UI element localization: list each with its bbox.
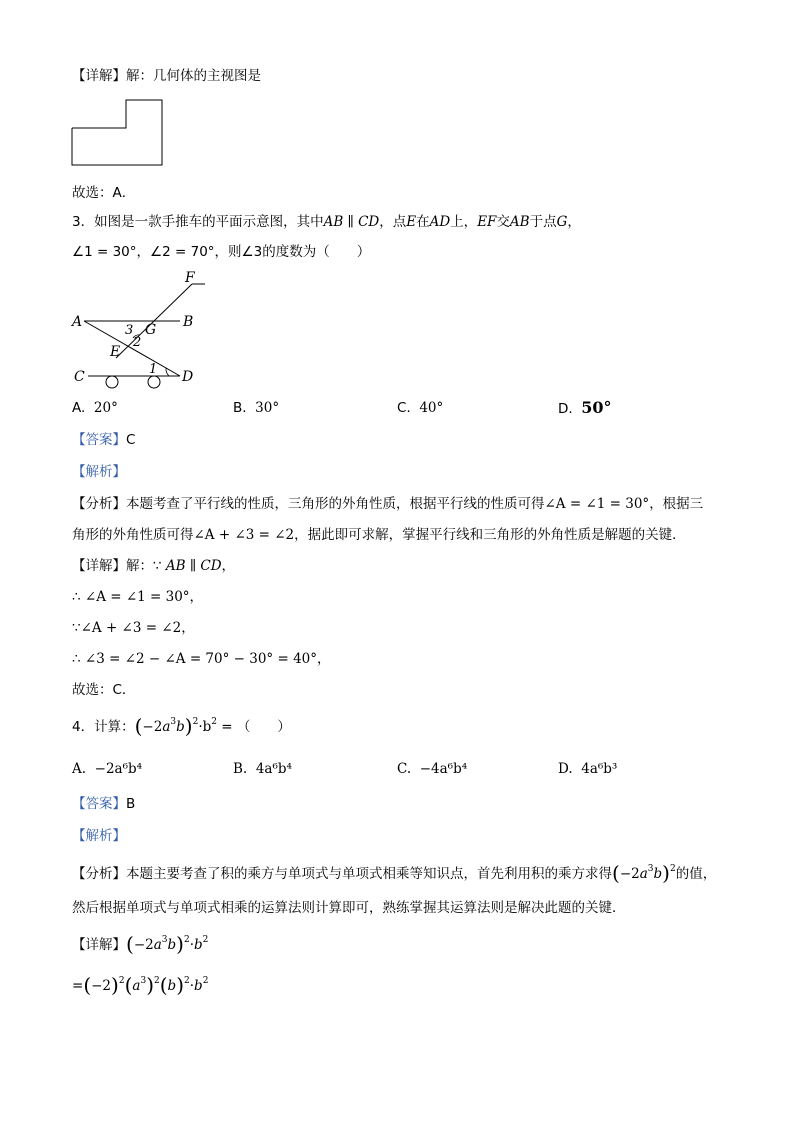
label-B: B: [183, 314, 194, 330]
q4-choice-a: A. −2a⁶b⁴: [72, 761, 143, 777]
q3-fenxi-line-2: 角形的外角性质可得∠A + ∠3 = ∠2，据此即可求解，掌握平行线和三角形的外角性质是解题的关键．: [72, 527, 686, 543]
q3-choice-d: D. 50°: [558, 398, 612, 417]
front-view-figure: [70, 98, 166, 168]
q4-fenxi-line-1: 【分析】本题主要考查了积的乘方与单项式与单项式相乘等知识点，首先利用积的乘方求得$(-2a^3b)^2$的值，: [72, 861, 717, 885]
q4-expansion-line: $=(-2)^2(a^3)^2(b)^2\cdot b^2$: [72, 973, 209, 997]
q3-step-1: ∴ ∠A = ∠1 = 30°，: [72, 589, 204, 605]
answer-value: C: [126, 432, 136, 448]
q4-analysis-tag: 【解析】: [72, 828, 126, 844]
q4-choice-d: D. 4a⁶b³: [558, 761, 618, 777]
q3-analysis-tag: 【解析】: [72, 464, 126, 480]
q3-choice-c: C. 40°: [397, 400, 444, 416]
q3-choice-a: A. 20°: [72, 400, 118, 416]
q3-choice-b: B. 30°: [233, 400, 280, 416]
q3-answer-line: [72, 430, 135, 450]
answer-tag: 【答案】: [72, 432, 126, 448]
q4-answer-line: 【答案】B: [72, 796, 136, 812]
label-2: 2: [133, 335, 142, 350]
q3-step-2: ∵∠A + ∠3 = ∠2，: [72, 620, 195, 636]
q4-detail-line: 【详解】$(-2a^3b)^2\cdot b^2$: [72, 932, 209, 956]
q4-choice-c: C. −4a⁶b⁴: [397, 761, 468, 777]
q3-stem-line-2: ∠1 = 30°，∠2 = 70°，则∠3的度数为（ ）: [72, 244, 371, 260]
answer-line-1: 故选：A．: [72, 185, 136, 201]
label-F: F: [185, 270, 195, 286]
q3-stem-line-1: 3．如图是一款手推车的平面示意图，其中AB ∥ CD，点E在AD上，EF交AB于点G，: [72, 214, 581, 230]
label-A: A: [72, 314, 83, 330]
q3-step-3: ∴ ∠3 = ∠2 − ∠A = 70° − 30° = 40°，: [72, 651, 331, 667]
detail-line: [72, 66, 261, 86]
label-C: C: [74, 369, 85, 385]
label-1: 1: [149, 362, 158, 377]
label-G: G: [145, 322, 157, 338]
label-3: 3: [125, 323, 134, 338]
q4-stem: 4．计算：$(-2a^3b)^2\cdot b^2$ = （ ）: [72, 714, 291, 738]
q3-fenxi-line-1: 【分析】本题考查了平行线的性质，三角形的外角性质，根据平行线的性质可得∠A = ∠1 = 30°，根据三: [72, 496, 704, 512]
q4-choice-b: B. 4a⁶b⁴: [233, 761, 292, 777]
label-E: E: [110, 344, 121, 360]
q3-detail-line: 【详解】解：∵ AB ∥ CD，: [72, 558, 236, 574]
q3-answer-line-final: 故选：C．: [72, 682, 136, 698]
q4-fenxi-line-2: 然后根据单项式与单项式相乘的运算法则计算即可，熟练掌握其运算法则是解决此题的关键．: [72, 900, 626, 916]
cart-figure: [70, 268, 220, 394]
label-D: D: [182, 369, 194, 385]
detail-text: 解：几何体的主视图是: [126, 68, 261, 84]
detail-tag: 【详解】: [72, 68, 126, 84]
